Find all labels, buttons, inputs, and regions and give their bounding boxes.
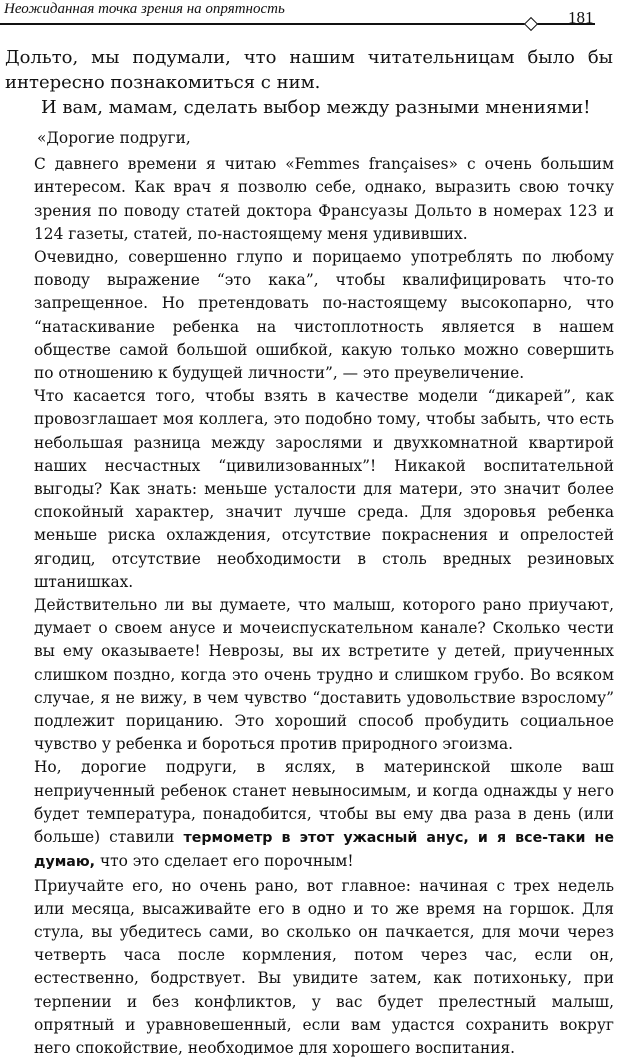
header-diamond-ornament — [524, 17, 538, 31]
header-rule — [0, 23, 595, 25]
letter-paragraph-4: Действительно ли вы думаете, что малыш, которого рано приучают, думает о своем анусе и мочеиспускательном канале? Сколько чести вы ему оказываете! Неврозы, вы их встретите у детей, приученных слишком поздно, когда это очень трудно и слишком грубо. Во всяком случае, я не вижу, в чем чувство “доставить удовольствие взрослому” подлежит порицанию. Это хороший способ пробудить социальное чувство у ребенка и бороться против природного эгоизма. — [34, 594, 614, 756]
intro-text — [5, 45, 613, 120]
letter-paragraph-1: С давнего времени я читаю «Femmes françaises» с очень большим интересом. Как врач я позволю себе, однако, выразить свою точку зрения по поводу статей доктора Франсуазы Дольто в номерах 123 и 124 газеты, статей, по-настоящему меня удививших. — [34, 153, 614, 246]
letter-paragraph-5-bold: термометр в этот ужасный анус, и я все-таки не думаю, — [34, 830, 614, 870]
letter-paragraph-3: Что касается того, чтобы взять в качестве модели “дикарей”, как провозглашает моя коллега, это подобно тому, чтобы забыть, что есть небольшая разница между зарослями и двухкомнатной квартирой наших несчастных “цивилизованных”! Никакой воспитательной выгоды? Как знать: меньше усталости для матери, это значит более спокойный характер, значит лучше среда. Для здоровья ребенка меньше риска охлаждения, отсутствие покраснения и опрелостей ягодиц, отсутствие необходимости в столь вредных резиновых штанишках. — [34, 385, 614, 594]
intro-paragraph-1: Дольто, мы подумали, что нашим читательницам было бы интересно познакомиться с ним. — [5, 45, 613, 95]
running-title: Неожиданная точка зрения на опрятность — [4, 1, 285, 18]
page-number: 181 — [568, 8, 594, 28]
letter-paragraph-5-end: что это сделает его порочным! — [95, 852, 354, 870]
letter-salutation: «Дорогие подруги, — [34, 127, 614, 150]
letter-paragraph-2: Очевидно, совершенно глупо и порицаемо употреблять по любому поводу выражение “это кака”, чтобы квалифицировать что-то запрещенное. Но претендовать по-настоящему высокопарно, что “натаскивание ребенка на чистоплотность является в нашем обществе самой большой ошибкой, какую только можно совершить по отношению к будущей личности”, — это преувеличение. — [34, 246, 614, 385]
page-header — [0, 0, 620, 40]
letter-paragraph-6: Приучайте его, но очень рано, вот главное: начиная с трех недель или месяца, высаживайте его в одно и то же время на горшок. Для стула, вы убедитесь сами, во сколько он пачкается, для мочи через четверть часа после кормления, потом через час, если он, естественно, бодрствует. Вы увидите затем, как потихоньку, при терпении и без конфликтов, у вас будет прелестный малыш, опрятный и уравновешенный, если вам удастся сохранить вокруг него спокойствие, необходимое для хорошего воспитания. — [34, 875, 614, 1060]
letter-paragraph-5-start: Но, дорогие подруги, в яслях, в материнской школе ваш неприученный ребенок станет невыносимым, и когда однажды у него будет температура, понадобится, чтобы вы ему два раза в день (или больше) ставили — [34, 758, 614, 846]
letter-body — [34, 127, 614, 1060]
letter-paragraph-5 — [34, 756, 614, 874]
intro-paragraph-2: И вам, мамам, сделать выбор между разными мнениями! — [5, 95, 613, 120]
